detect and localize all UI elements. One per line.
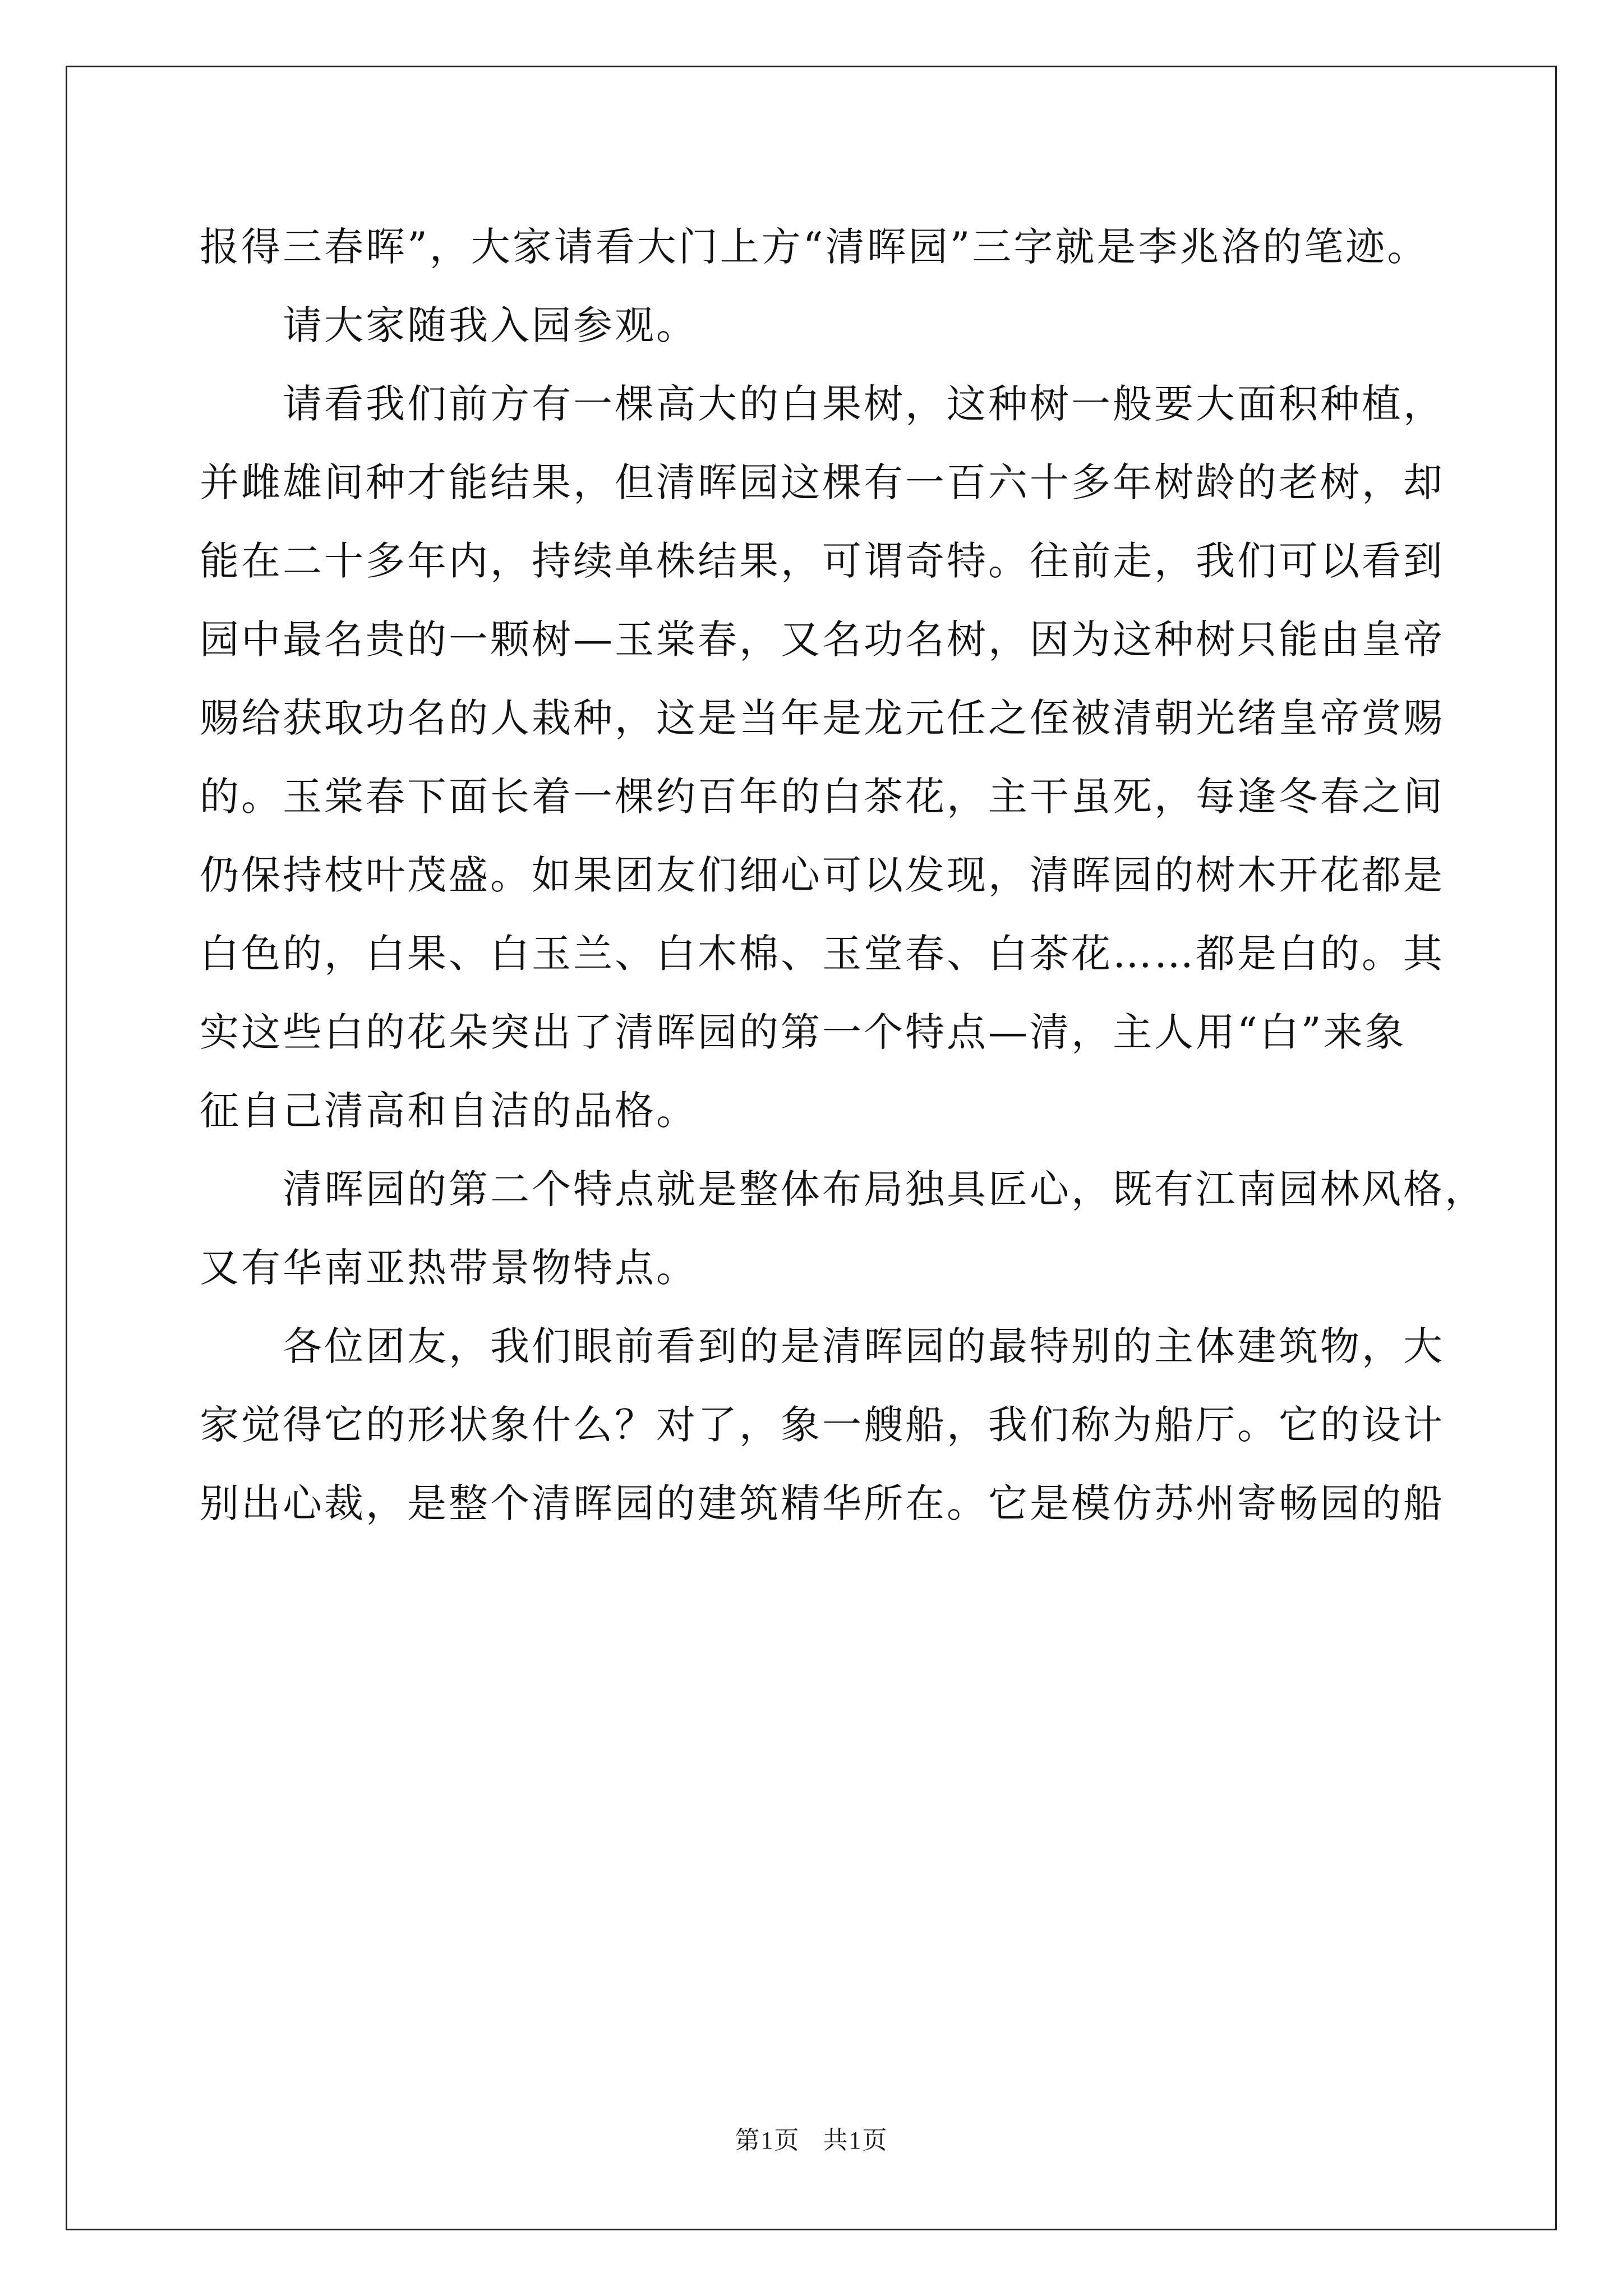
text-line: 各位团友，我们眼前看到的是清晖园的最特别的主体建筑物，大 [200,1323,1445,1369]
text-line: 能在二十多年内，持续单株结果，可谓奇特。往前走，我们可以看到 [200,538,1445,584]
text-line: 报得三春晖”，大家请看大门上方“清晖园”三字就是李兆洛的笔迹。 [200,224,1429,270]
page-number: 第1页 [735,2127,800,2154]
text-line: 白色的，白果、白玉兰、白木棉、玉堂春、白茶花……都是白的。其 [200,931,1445,977]
text-line: 园中最名贵的一颗树—玉棠春，又名功名树，因为这种树只能由皇帝 [200,616,1445,662]
document-body [200,208,1486,1543]
text-line: 请看我们前方有一棵高大的白果树，这种树一般要大面积种植， [200,381,1445,427]
text-line: 的。玉棠春下面长着一棵约百年的白茶花，主干虽死，每逢冬春之间 [200,774,1445,820]
page-footer [0,2124,1623,2157]
page-total: 共1页 [823,2127,888,2154]
text-line: 并雌雄间种才能结果，但清晖园这棵有一百六十多年树龄的老树，却 [200,459,1445,505]
text-line: 又有华南亚热带景物特点。 [200,1245,698,1291]
text-line: 征自己清高和自洁的品格。 [200,1088,698,1134]
text-line: 别出心裁，是整个清晖园的建筑精华所在。它是模仿苏州寄畅园的船 [200,1480,1445,1526]
text-line: 请大家随我入园参观。 [200,302,698,348]
text-line: 家觉得它的形状象什么？对了，象一艘船，我们称为船厅。它的设计 [200,1402,1445,1448]
text-line: 清晖园的第二个特点就是整体布局独具匠心，既有江南园林风格， [200,1166,1486,1212]
text-line: 实这些白的花朵突出了清晖园的第一个特点—清，主人用“白”来象 [200,1009,1407,1055]
text-line: 赐给获取功名的人栽种，这是当年是龙元任之侄被清朝光绪皇帝赏赐 [200,695,1445,741]
text-line: 仍保持枝叶茂盛。如果团友们细心可以发现，清晖园的树木开花都是 [200,852,1445,898]
